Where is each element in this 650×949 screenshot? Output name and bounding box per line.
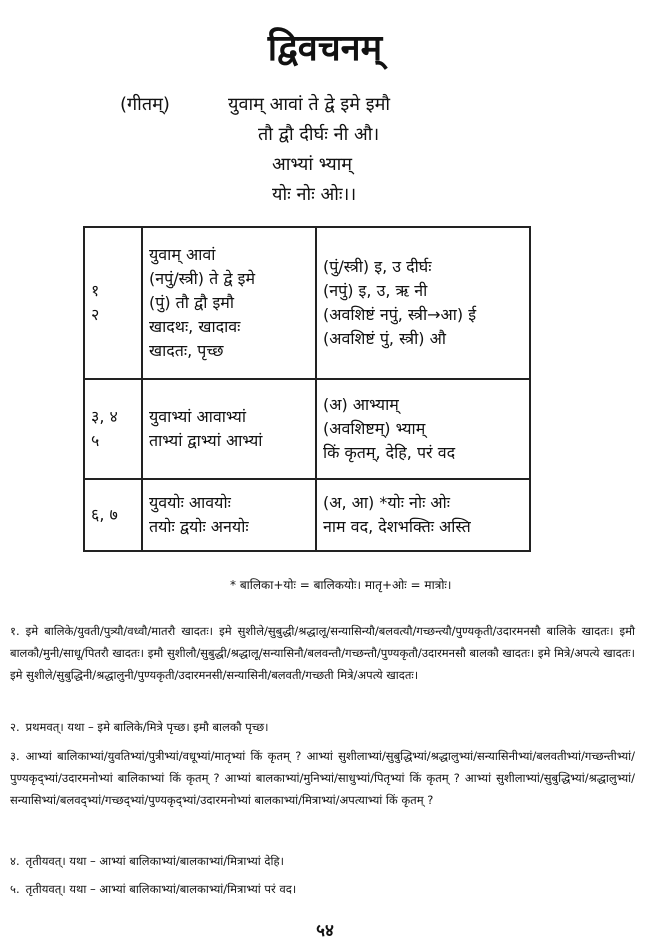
form-line: युवयोः आवयोः xyxy=(149,493,231,512)
poem-line-3: आभ्यां भ्याम् xyxy=(272,154,353,175)
form-line: खादतः, पृच्छ xyxy=(149,341,224,360)
example-5 xyxy=(10,878,635,900)
example-number: २. xyxy=(10,720,20,734)
rules-cell xyxy=(316,227,530,379)
rule-line: (नपुं) इ, उ, ऋ नी xyxy=(323,281,428,300)
row-number-cell xyxy=(84,227,142,379)
form-line: (नपुं/स्त्री) ते द्वे इमे xyxy=(149,269,256,288)
example-text: तृतीयवत्। यथा – आभ्यां बालिकाभ्यां/बालकाभ्यां/मित्राभ्यां देहि। xyxy=(25,854,284,868)
row-number-cell xyxy=(84,479,142,551)
forms-cell xyxy=(142,479,316,551)
rule-line: (पुं/स्त्री) इ, उ दीर्घः xyxy=(323,257,432,276)
rules-table xyxy=(83,226,531,552)
table-row xyxy=(84,227,530,379)
rule-line: (अवशिष्टं नपुं, स्त्री→आ) ई xyxy=(323,305,477,324)
poem-line-2: तौ द्वौ दीर्घः नी औ। xyxy=(258,124,380,145)
form-line: युवाम् आवां xyxy=(149,245,216,264)
example-text: इमे बालिके/युवती/पुत्र्यौ/वध्वौ/मातरौ खादतः। इमे सुशीले/सुबुद्धी/श्रद्धालू/सन्यासिन्यौ/बलवत्यौ/गच्छन्त्यौ/पुण्यकृती/उदारमनसौ बालिके खादतः। इमौ बालकौ/मुनी/साधू/पितरौ खादतः। इमौ सुशीलौ/सुबुद्धी/श्रद्धालू/सन्यासिनौ/बलवन्तौ/गच्छन्तौ/पुण्यकृतौ/उदारमनसौ बालकौ खादतः। इमे मित्रे/अपत्ये खादतः। इमे सुशीले/सुबुद्धिनी/श्रद्धालुनी/पुण्यकृती/उदारमनसी/सन्यासिनी/बलवती/गच्छती मित्रे/अपत्ये खादतः। xyxy=(10,624,635,682)
example-4 xyxy=(10,850,635,872)
page-number: ५४ xyxy=(316,921,334,941)
page-title: द्विवचनम् xyxy=(267,28,383,69)
table-row xyxy=(84,379,530,479)
footnote: * बालिका+योः = बालिकयोः। मातृ+ओः = मात्रोः। xyxy=(230,578,452,592)
example-number: ५. xyxy=(10,882,20,896)
poem-line-4: योः नोः ओः।। xyxy=(272,184,357,205)
form-line: तयोः द्वयोः अनयोः xyxy=(149,517,249,536)
example-text: तृतीयवत्। यथा – आभ्यां बालिकाभ्यां/बालकाभ्यां/मित्राभ्यां परं वद। xyxy=(25,882,297,896)
rule-line: नाम वद, देशभक्तिः अस्ति xyxy=(323,517,471,536)
rule-line: (अवशिष्टम्) भ्याम् xyxy=(323,419,426,438)
example-text: आभ्यां बालिकाभ्यां/युवतिभ्यां/पुत्रीभ्यां/वधूभ्यां/मातृभ्यां किं कृतम् ? आभ्यां सुशीलाभ्यां/सुबुद्धिभ्यां/श्रद्धालुभ्यां/सन्यासिनीभ्यां/बलवतीभ्यां/गच्छन्तीभ्यां/पुण्यकृद्भ्यां/उदारमनोभ्यां बालिकाभ्यां किं कृतम् ? आभ्यां बालकाभ्यां/मुनिभ्यां/साधुभ्यां/पितृभ्यां किं कृतम् ? आभ्यां सुशीलाभ्यां/सुबुद्धिभ्यां/श्रद्धालुभ्यां/सन्यासिभ्यां/बलवद्भ्यां/गच्छद्भ्यां/पुण्यकृद्भ्यां/उदारमनोभ्यां बालकाभ्यां/मित्राभ्यां/अपत्याभ्यां किं कृतम् ? xyxy=(10,749,635,807)
form-line: ताभ्यां द्वाभ्यां आभ्यां xyxy=(149,431,263,450)
table-row xyxy=(84,479,530,551)
rule-line: (अवशिष्टं पुं, स्त्री) औ xyxy=(323,329,446,348)
example-number: १. xyxy=(10,624,20,638)
form-line: खादथः, खादावः xyxy=(149,317,241,336)
rule-line: (अ) आभ्याम् xyxy=(323,395,399,414)
rule-line: किं कृतम्, देहि, परं वद xyxy=(323,443,456,462)
row-number-cell xyxy=(84,379,142,479)
forms-cell xyxy=(142,227,316,379)
form-line: (पुं) तौ द्वौ इमौ xyxy=(149,293,235,312)
example-1 xyxy=(10,620,635,686)
row-number: २ xyxy=(91,305,100,324)
rule-line: (अ, आ) *योः नोः ओः xyxy=(323,493,451,512)
row-number: ५ xyxy=(91,431,100,450)
rules-cell xyxy=(316,379,530,479)
example-number: ३. xyxy=(10,749,20,763)
example-2 xyxy=(10,716,635,738)
row-number: ६, ७ xyxy=(91,505,118,524)
example-3 xyxy=(10,745,635,811)
row-number: १ xyxy=(91,281,100,300)
poem-label: (गीतम्) xyxy=(120,94,170,115)
example-number: ४. xyxy=(10,854,20,868)
forms-cell xyxy=(142,379,316,479)
row-number: ३, ४ xyxy=(91,407,118,426)
example-text: प्रथमवत्। यथा – इमे बालिके/मित्रे पृच्छ। इमौ बालकौ पृच्छ। xyxy=(25,720,269,734)
rules-cell xyxy=(316,479,530,551)
form-line: युवाभ्यां आवाभ्यां xyxy=(149,407,246,426)
poem-line-1: युवाम् आवां ते द्वे इमे इमौ xyxy=(228,94,391,115)
